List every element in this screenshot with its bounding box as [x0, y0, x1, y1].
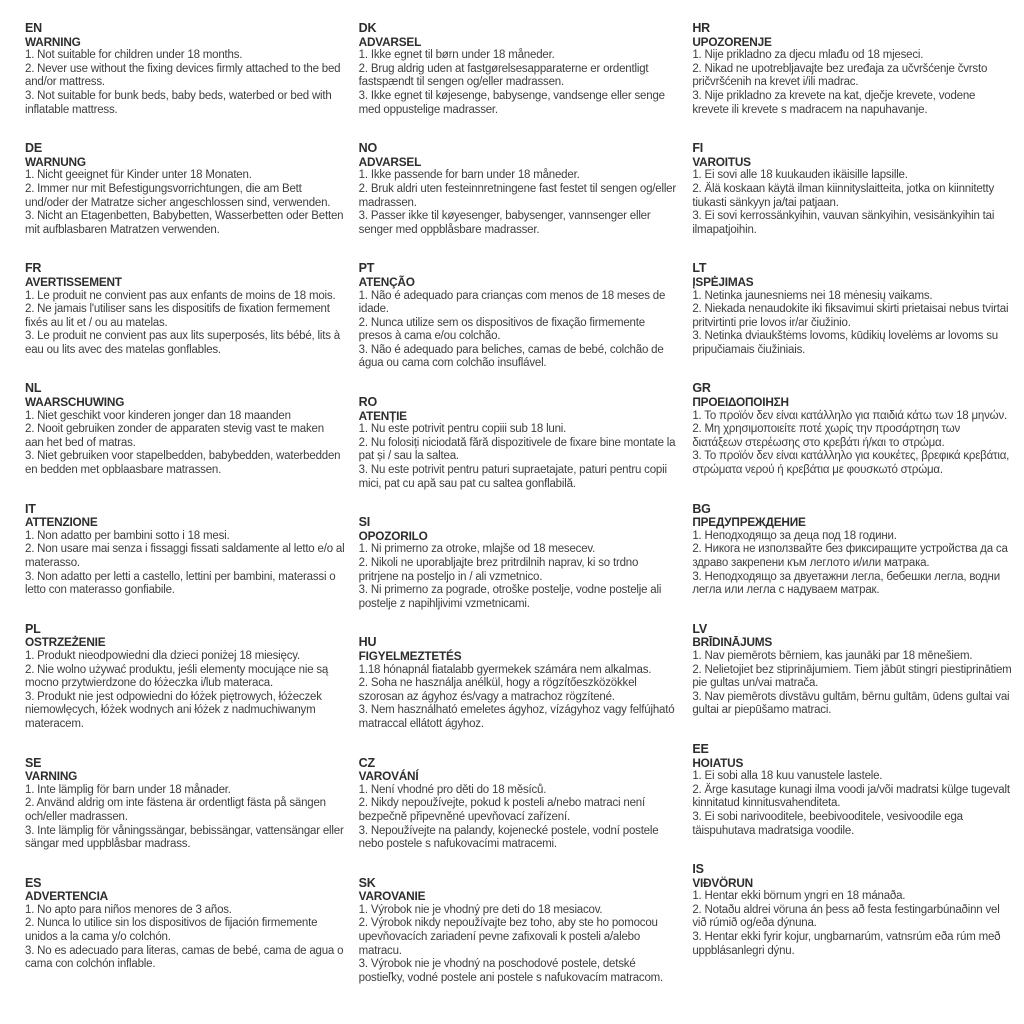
- warning-item-3: 3. Nicht an Etagenbetten, Babybetten, Wasserbetten oder Betten mit aufblasbaren Matratzen verwenden.: [25, 210, 344, 236]
- warning-item-3: 3. Nije prikladno za krevete na kat, dječje krevete, vodene krevete ili krevete s madracem na napuhavanje.: [692, 89, 976, 116]
- warning-item-3: 3. Výrobok nie je vhodný na poschodové postele, detské postieľky, vodné postele ani postele s nafukovacím matracom.: [358, 958, 664, 984]
- warning-heading: ΠΡΟΕΙΔΟΠΟΙΗΣΗ: [692, 395, 789, 410]
- warning-item-2: 2. Brug aldrig uden at fastgørelsesapparaterne er ordentligt fastspændt til sengen og/eller madrassen.: [358, 62, 649, 89]
- language-warning-section-dk: [359, 22, 679, 117]
- warning-item-2: 2. Никога не използвайте без фиксиращите устройства да са здраво закрепени към леглото и/или матрака.: [692, 543, 1008, 569]
- warning-item-1: 1. Non adatto per bambini sotto i 18 mesi.: [25, 529, 230, 542]
- language-code-label: SE: [25, 755, 42, 770]
- warning-heading: BRĪDINĀJUMS: [692, 635, 773, 650]
- warning-item-3: 3. Nem használható emeletes ágyhoz, vízágyhoz vagy felfújható matraccal ellátott ágyhoz.: [358, 704, 675, 730]
- warning-item-2: 2. Nu folosiți niciodată fără dispozitivele de fixare bine montate la pat și / sau la saltea.: [358, 436, 676, 463]
- language-warning-section-se: [25, 757, 345, 852]
- warning-item-3: 3. Ei sovi kerrossänkyihin, vauvan sänkyihin, vesisänkyihin tai ilmapatjoihin.: [692, 210, 995, 236]
- warning-heading: VAROITUS: [692, 154, 751, 169]
- warning-heading: WAARSCHUWING: [25, 395, 125, 410]
- language-warning-section-pl: [25, 623, 345, 732]
- language-code-label: IS: [692, 862, 704, 877]
- warning-item-1: 1. Não é adequado para crianças com menos de 18 meses de idade.: [358, 289, 666, 316]
- warning-item-3: 3. Netinka dviaukštėms lovoms, kūdikių lovelėms ar lovoms su pripučiamais čiužiniais.: [692, 330, 998, 356]
- language-code-label: LV: [692, 621, 707, 636]
- language-warning-section-bg: [692, 503, 1012, 598]
- warning-item-3: 3. Não é adequado para beliches, camas de bebé, colchão de água ou cama com colchão insuflável.: [358, 343, 664, 370]
- language-warning-section-hr: [692, 22, 1012, 117]
- warning-item-2: 2. Nikdy nepoužívejte, pokud k posteli a/nebo matraci není bezpečně připevněné upevňovací zařízení.: [358, 797, 645, 823]
- language-warning-section-lt: [692, 262, 1012, 357]
- warning-item-3: 3. Ikke egnet til køjesenge, babysenge, vandsenge eller senge med oppustelige madrasser.: [358, 89, 665, 116]
- warning-item-1: 1. Není vhodné pro děti do 18 měsíců.: [358, 783, 547, 796]
- warning-heading: ADVERTENCIA: [25, 889, 109, 904]
- language-code-label: SK: [358, 875, 376, 890]
- language-code-label: CZ: [358, 755, 375, 770]
- language-code-label: BG: [692, 501, 711, 516]
- language-code-label: ES: [25, 875, 42, 890]
- warning-item-2: 2. Notaðu aldrei vöruna án þess að festa festingarbúnaðinn vel við rúmið og/eða dýnuna.: [692, 903, 1000, 930]
- language-code-label: DE: [25, 141, 42, 156]
- warning-item-2: 2. Non usare mai senza i fissaggi fissati saldamente al letto e/o al materasso.: [25, 543, 345, 569]
- warning-item-2: 2. Nunca utilize sem os dispositivos de fixação firmemente presos à cama e/ou colchão.: [358, 316, 645, 343]
- warning-item-2: 2. Nikad ne upotrebljavajte bez uređaja za učvršćenje čvrsto pričvršćenih na krevet i/ili madrac.: [692, 62, 988, 89]
- warning-item-2: 2. Nunca lo utilice sin los dispositivos de fijación firmemente unidos a la cama y/o colchón.: [25, 917, 318, 944]
- warning-item-3: 3. Inte lämplig för våningssängar, bebissängar, vattensängar eller sängar med uppblåsbar madrass.: [25, 824, 344, 851]
- warning-item-1: 1. Nav piemērots bērniem, kas jaunāki par 18 mēnešiem.: [692, 649, 973, 662]
- language-code-label: EN: [25, 21, 42, 35]
- language-code-label: HU: [358, 635, 377, 650]
- warning-item-3: 3. Produkt nie jest odpowiedni do łóżek piętrowych, łóżeczek niemowlęcych, łóżek wodnych ani łóżek z nadmuchiwanym materacem.: [25, 690, 322, 730]
- language-code-label: NO: [358, 141, 378, 156]
- warning-item-1: 1. Not suitable for children under 18 months.: [25, 49, 243, 62]
- warning-heading: ATENȚIE: [358, 408, 407, 423]
- warning-item-1: 1. Неподходящо за деца под 18 години.: [692, 529, 897, 542]
- warning-heading: ATTENZIONE: [25, 515, 98, 530]
- warning-heading: ATENÇÃO: [358, 274, 415, 289]
- language-warning-section-lv: [692, 623, 1012, 718]
- language-warning-section-gr: [692, 382, 1012, 477]
- warning-heading: OPOZORILO: [358, 528, 428, 543]
- warning-heading: VARNING: [25, 769, 78, 784]
- warning-item-1: 1. Netinka jaunesniems nei 18 mėnesių vaikams.: [692, 289, 933, 302]
- warning-item-2: 2. Never use without the fixing devices firmly attached to the bed and/or mattress.: [25, 62, 341, 89]
- language-warning-section-pt: [359, 262, 679, 371]
- language-warning-section-fi: [692, 142, 1012, 237]
- language-warning-section-fr: [25, 262, 345, 357]
- warning-item-3: 3. Ni primerno za pograde, otroške postelje, vodne postelje ali postelje z napihljivimi vzmetnicami.: [358, 584, 662, 610]
- warning-heading: ĮSPĖJIMAS: [692, 274, 754, 289]
- warning-item-3: 3. Неподходящо за двуетажни легла, бебешки легла, водни легла или легла с надуваем матрак.: [692, 570, 1000, 597]
- warning-item-1: 1. Nu este potrivit pentru copiii sub 18 luni.: [358, 423, 567, 436]
- warning-item-3: 3. Not suitable for bunk beds, baby beds, waterbed or bed with inflatable mattress.: [25, 89, 332, 116]
- language-warning-section-is: [692, 863, 1012, 958]
- warning-heading: VIÐVÖRUN: [692, 875, 753, 890]
- language-code-label: GR: [692, 381, 711, 396]
- warning-item-2: 2. Μη χρησιμοποιείτε ποτέ χωρίς την προσάρτηση των διατάξεων στερέωσης στο κρεβάτι ή/και το στρώμα.: [692, 423, 961, 449]
- language-code-label: FR: [25, 261, 42, 276]
- warning-item-1: 1. Le produit ne convient pas aux enfants de moins de 18 mois.: [25, 289, 336, 302]
- language-warning-section-ro: [359, 396, 679, 491]
- warning-item-1: 1. Nije prikladno za djecu mlađu od 18 mjeseci.: [692, 49, 924, 62]
- warning-item-3: 3. Nu este potrivit pentru paturi supraetajate, paturi pentru copii mici, pat cu apă sau pat cu saltea gonflabilă.: [358, 464, 667, 490]
- warning-column-2: [359, 22, 679, 1024]
- warning-item-2: 2. Soha ne használja anélkül, hogy a rögzítőeszközökkel szorosan az ágyhoz és/vagy a matrachoz rögzítené.: [358, 677, 637, 703]
- warning-item-1: 1.18 hónapnál fiatalabb gyermekek számára nem alkalmas.: [358, 663, 652, 676]
- warning-item-2: 2. Använd aldrig om inte fästena är ordentligt fästa på sängen och/eller madrassen.: [25, 797, 326, 823]
- language-code-label: NL: [25, 381, 42, 396]
- warning-item-1: 1. Το προϊόν δεν είναι κατάλληλο για παιδιά κάτω των 18 μηνών.: [692, 409, 1007, 422]
- language-code-label: SI: [358, 515, 371, 530]
- language-code-label: RO: [358, 395, 378, 410]
- warning-item-1: 1. Ni primerno za otroke, mlajše od 18 mesecev.: [358, 543, 596, 556]
- warning-item-2: 2. Nie wolno używać produktu, jeśli elementy mocujące nie są mocno przytwierdzone do łóżeczka i/lub materaca.: [25, 663, 329, 690]
- warning-item-3: 3. Non adatto per letti a castello, lettini per bambini, materassi o letto con materasso gonfiabile.: [25, 570, 336, 597]
- language-warning-section-sk: [359, 877, 679, 986]
- language-warning-section-en: [25, 22, 345, 117]
- warning-heading: AVERTISSEMENT: [25, 274, 122, 289]
- language-warning-section-cz: [359, 757, 679, 852]
- warning-item-1: 1. Hentar ekki börnum yngri en 18 mánaða.: [692, 890, 906, 903]
- warning-item-1: 1. Produkt nieodpowiedni dla dzieci poniżej 18 miesięcy.: [25, 649, 300, 662]
- warning-heading: VAROVANIE: [358, 889, 426, 904]
- warning-heading: ADVARSEL: [358, 154, 422, 169]
- warning-item-2: 2. Nooit gebruiken zonder de apparaten stevig vast te maken aan het bed of matras.: [25, 423, 324, 449]
- language-code-label: DK: [358, 21, 377, 35]
- warning-item-3: 3. Το προϊόν δεν είναι κατάλληλο για κουκέτες, βρεφικά κρεβάτια, στρώματα νερού ή κρεβάτια με φουσκωτό στρώμα.: [692, 450, 1010, 477]
- warning-item-1: 1. Ei sovi alle 18 kuukauden ikäisille lapsille.: [692, 169, 908, 182]
- warning-heading: HOIATUS: [692, 755, 744, 770]
- warning-item-3: 3. Hentar ekki fyrir kojur, ungbarnarúm, vatnsrúm eða rúm með uppblásanlegri dýnu.: [692, 931, 1001, 957]
- warning-item-2: 2. Nikoli ne uporabljajte brez pritrdilnih naprav, ki so trdno pritrjene na posteljo in / ali vzmetnico.: [358, 557, 639, 583]
- warning-heading: FIGYELMEZTETÉS: [358, 648, 462, 663]
- warning-item-1: 1. Nicht geeignet für Kinder unter 18 Monaten.: [25, 169, 252, 182]
- language-warning-section-es: [25, 877, 345, 972]
- warning-column-1: [25, 22, 345, 1024]
- warning-item-1: 1. Ikke egnet til børn under 18 måneder.: [358, 49, 555, 62]
- warning-item-2: 2. Výrobok nikdy nepoužívajte bez toho, aby ste ho pomocou upevňovacích zariadení pevne zafixovali k posteli a/alebo matracu.: [358, 917, 658, 957]
- warning-item-2: 2. Ne jamais l'utiliser sans les dispositifs de fixation fermement fixés au lit et / ou au matelas.: [25, 303, 330, 329]
- language-warning-section-ee: [692, 743, 1012, 838]
- warning-item-2: 2. Bruk aldri uten festeinnretningene fast festet til sengen og/eller madrassen.: [358, 182, 677, 209]
- language-warning-section-it: [25, 503, 345, 598]
- warning-heading: WARNING: [25, 34, 81, 49]
- warning-item-2: 2. Ärge kasutage kunagi ilma voodi ja/või madratsi külge tugevalt kinnitatud kinnitusvahenditeta.: [692, 783, 1010, 810]
- warning-item-2: 2. Nelietojiet bez stiprinājumiem. Tiem jābūt stingri piestiprinātiem pie gultas un/vai matrača.: [692, 663, 1012, 690]
- warning-item-1: 1. Inte lämplig för barn under 18 månader.: [25, 783, 231, 796]
- warning-item-1: 1. Výrobok nie je vhodný pre deti do 18 mesiacov.: [358, 903, 603, 916]
- warning-item-3: 3. Niet gebruiken voor stapelbedden, babybedden, waterbedden en bedden met opblaasbare matrassen.: [25, 450, 341, 477]
- warning-heading: ПРЕДУПРЕЖДЕНИЕ: [692, 515, 806, 530]
- warning-heading: OSTRZEŻENIE: [25, 635, 106, 650]
- warning-item-3: 3. Nepoužívejte na palandy, kojenecké postele, vodní postele nebo postele s nafukovacími matracemi.: [358, 824, 659, 851]
- language-code-label: LT: [692, 261, 707, 276]
- warning-item-1: 1. Ikke passende for barn under 18 måneder.: [358, 169, 580, 182]
- warning-item-2: 2. Immer nur mit Befestigungsvorrichtungen, die am Bett und/oder der Matratze sicher angeschlossen sind, verwenden.: [25, 182, 331, 209]
- warning-item-3: 3. Passer ikke til køyesenger, babysenger, vannsenger eller senger med oppblåsbare madrasser.: [358, 210, 651, 236]
- language-warning-section-de: [25, 142, 345, 237]
- warning-item-2: 2. Niekada nenaudokite iki fiksavimui skirti prietaisai nebus tvirtai pritvirtinti prie lovos ir/ar čiužinio.: [692, 303, 1009, 329]
- warning-item-3: 3. Nav piemērots divstāvu gultām, bērnu gultām, ūdens gultai vai gultai ar piepūšamo matraci.: [692, 690, 1010, 717]
- warning-column-3: [692, 22, 1012, 1024]
- language-code-label: HR: [692, 21, 710, 35]
- language-warning-section-si: [359, 516, 679, 611]
- warning-item-1: 1. Ei sobi alla 18 kuu vanustele lastele.: [692, 770, 883, 783]
- warning-item-1: 1. No apto para niños menores de 3 años.: [25, 903, 232, 916]
- warning-item-3: 3. Le produit ne convient pas aux lits superposés, lits bébé, lits à eau ou lits avec des matelas gonflables.: [25, 330, 340, 356]
- warning-heading: UPOZORENJE: [692, 34, 772, 49]
- language-warning-section-nl: [25, 382, 345, 477]
- warning-heading: ADVARSEL: [358, 34, 422, 49]
- warning-item-3: 3. Ei sobi narivooditele, beebivooditele, vesivoodile ega täispuhutava madratsiga voodile.: [692, 810, 963, 837]
- language-code-label: IT: [25, 501, 36, 516]
- language-code-label: PT: [358, 261, 375, 276]
- language-code-label: EE: [692, 741, 709, 756]
- warning-heading: WARNUNG: [25, 154, 86, 169]
- warning-item-1: 1. Niet geschikt voor kinderen jonger dan 18 maanden: [25, 409, 291, 422]
- warning-item-2: 2. Älä koskaan käytä ilman kiinnityslaitteita, jotka on kiinnitetty tiukasti sänkyyn ja/tai patjaan.: [692, 182, 995, 209]
- language-code-label: FI: [692, 141, 704, 156]
- language-code-label: PL: [25, 621, 41, 636]
- language-warning-section-no: [359, 142, 679, 237]
- warning-item-3: 3. No es adecuado para literas, camas de bebé, cama de agua o cama con colchón inflable.: [25, 944, 344, 971]
- language-warning-section-hu: [359, 636, 679, 731]
- warning-heading: VAROVÁNÍ: [358, 769, 419, 784]
